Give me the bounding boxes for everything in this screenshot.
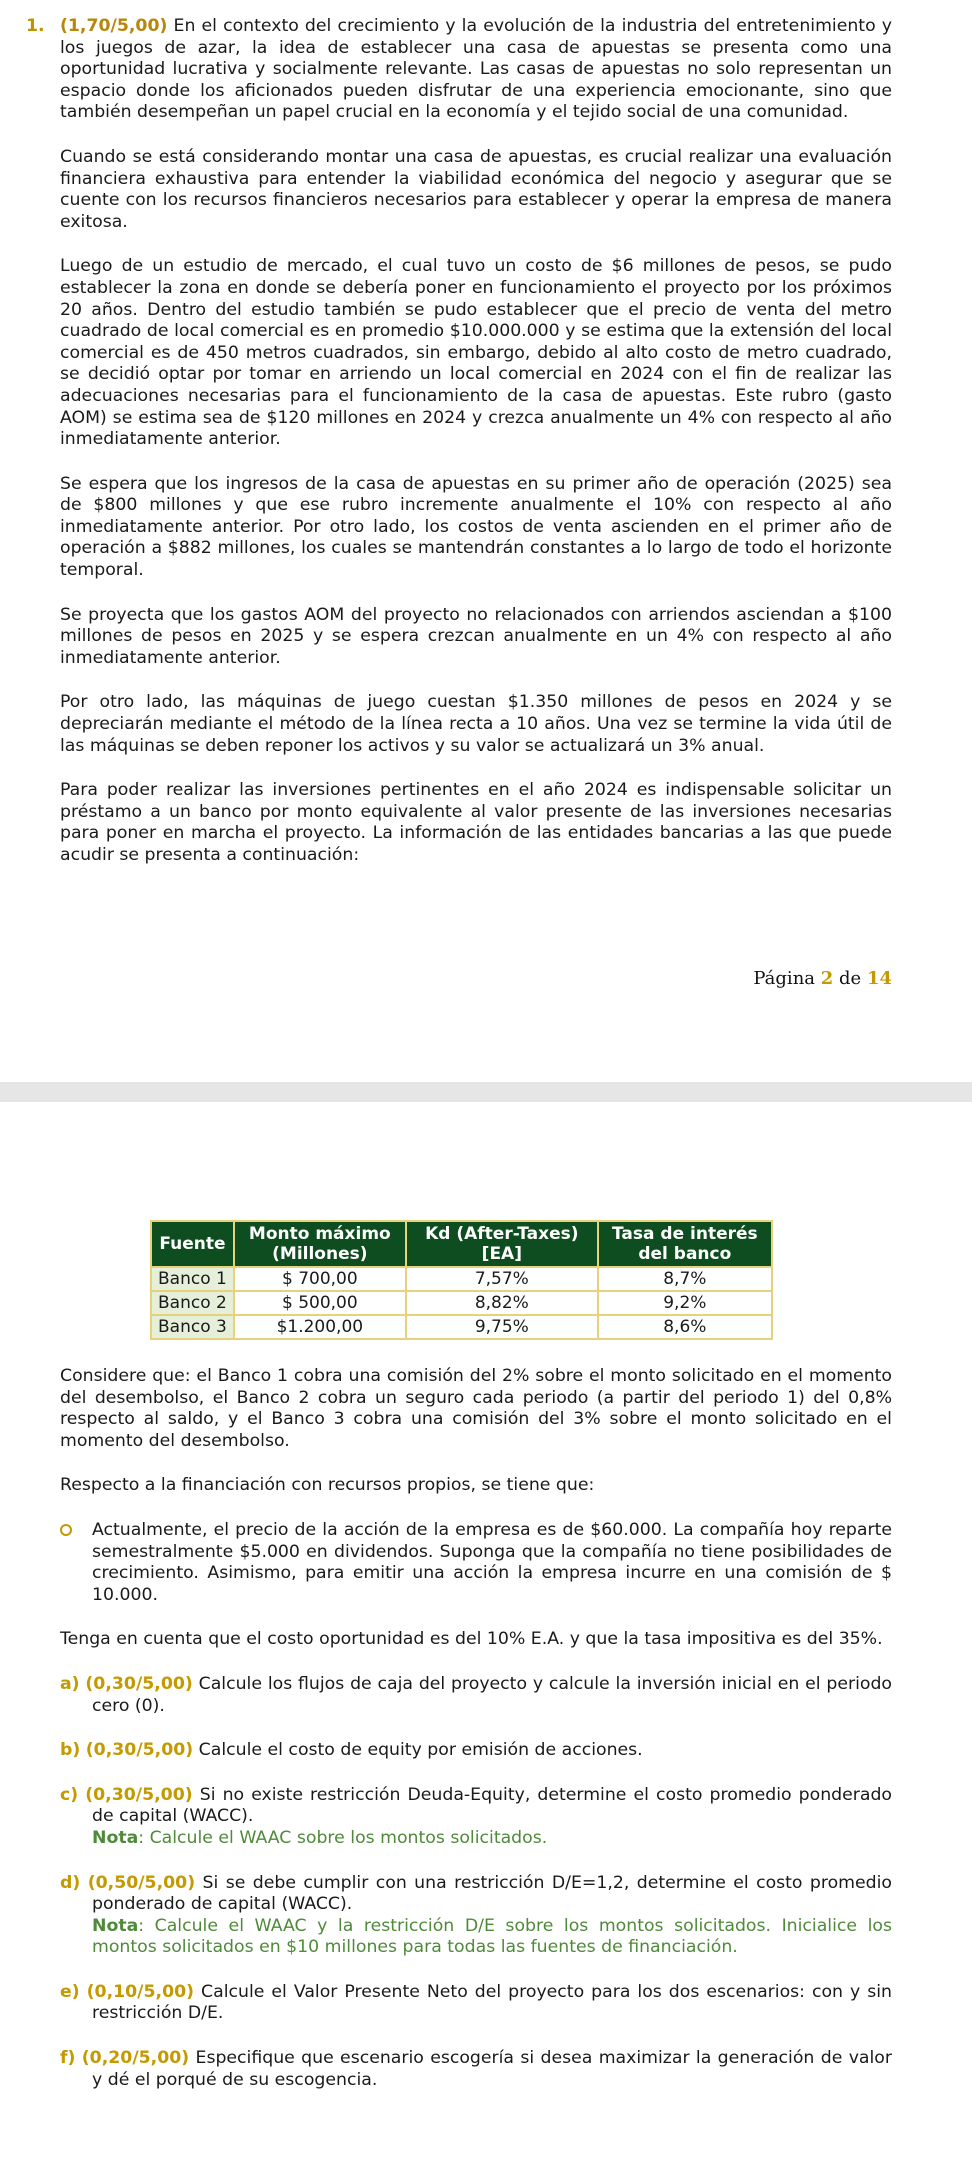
paragraph-tenga: Tenga en cuenta que el costo oportunidad es del 10% E.A. y que la tasa impositiva es del 35%. xyxy=(60,1629,883,1650)
table-row: Banco 3 $1.200,00 9,75% 8,6% xyxy=(151,1315,772,1339)
bank-table xyxy=(150,1220,773,1340)
question-d: d) (0,50/5,00) Si se debe cumplir con una restricción D/E=1,2, determine el costo promedio ponderado de capital (WACC). Nota: Calcule el WAAC y la restricción D/E sobre los montos solicitados. Inicialice los montos solicitados en $10 millones para todas las fuentes de financiación. xyxy=(60,1872,892,1958)
header-tasa: Tasa de interés del banco xyxy=(598,1221,772,1267)
page-3-body xyxy=(60,1366,892,2114)
question-c: c) (0,30/5,00) Si no existe restricción Deuda-Equity, determine el costo promedio ponderado de capital (WACC). Nota: Calcule el WAAC sobre los montos solicitados. xyxy=(60,1784,893,1848)
header-kd: Kd (After-Taxes) [EA] xyxy=(406,1221,598,1267)
paragraph-loan: Para poder realizar las inversiones pertinentes en el año 2024 es indispensable solicitar un préstamo a un banco por monto equivalente al valor presente de las inversiones necesarias para poner en marcha el proyecto. La información de las entidades bancarias a las que puede acudir se presenta a continuación: xyxy=(60,780,892,865)
paragraph-market-study: Luego de un estudio de mercado, el cual tuvo un costo de $6 millones de pesos, se pudo establecer la zona en donde se debería poner en funcionamiento el proyecto por los próximos 20 años. Dentro del estudio también se pudo establecer que el precio de venta del metro cuadrado de local comercial es en promedio $10.000.000 y se estima que la extensión del local comercial es de 450 metros cuadrados, sin embargo, debido al alto costo de metro cuadrado, se decidió optar por tomar en arriendo un local comercial en 2024 con el fin de realizar las adecuaciones necesarias para el funcionamiento de la casa de apuestas. Este rubro (gasto AOM) se estima sea de $120 millones en 2024 y crezca anualmente un 4% con respecto al año inmediatamente anterior. xyxy=(60,256,892,450)
paragraph-considere: Considere que: el Banco 1 cobra una comisión del 2% sobre el monto solicitado en el momento del desembolso, el Banco 2 cobra un seguro cada periodo (a partir del periodo 1) del 0,8% respecto al saldo, y el Banco 3 cobra una comisión del 3% sobre el monto solicitado en el momento del desembolso. xyxy=(60,1366,892,1451)
question-a: a) (0,30/5,00) Calcule los flujos de caja del proyecto y calcule la inversión inicial en el periodo cero (0). xyxy=(60,1673,892,1716)
page-number: 2 xyxy=(820,968,834,989)
table-header-row xyxy=(151,1221,772,1267)
question-number: 1. xyxy=(26,16,45,36)
paragraph-evaluation: Cuando se está considerando montar una casa de apuestas, es crucial realizar una evaluación financiera exhaustiva para entender la viabilidad económica del negocio y asegurar que se cuente con los recursos financieros necesarios para establecer y operar la empresa de manera exitosa. xyxy=(60,146,892,232)
paragraph-revenue: Se espera que los ingresos de la casa de apuestas en su primer año de operación (2025) sea de $800 millones y que ese rubro incremente anualmente el 10% con respecto al año inmediatamente anterior. Por otro lado, los costos de venta ascienden en el primer año de operación a $882 millones, los cuales se mantendrán constantes a lo largo de todo el horizonte temporal. xyxy=(60,473,892,581)
paragraph-intro: (1,70/5,00) En el contexto del crecimiento y la evolución de la industria del entretenimiento y los juegos de azar, la idea de establecer una casa de apuestas se presenta como una oportunidad lucrativa y socialmente relevante. Las casas de apuestas no solo representan un espacio donde los aficionados pueden disfrutar de una experiencia emocionante, sino que también desempeñan un papel crucial en la economía y el tejido social de una comunidad. xyxy=(60,16,892,123)
note-c: Nota: Calcule el WAAC sobre los montos solicitados. xyxy=(92,1827,548,1848)
question-e: e) (0,10/5,00) Calcule el Valor Presente Neto del proyecto para los dos escenarios: con y sin restricción D/E. xyxy=(60,1981,892,2024)
paragraph-aom: Se proyecta que los gastos AOM del proyecto no relacionados con arriendos asciendan a $100 millones de pesos en 2025 y se espera crezcan anualmente en un 4% con respecto al año inmediatamente anterior. xyxy=(60,604,892,668)
list-item: Actualmente, el precio de la acción de la empresa es de $60.000. La compañía hoy reparte semestralmente $5.000 en dividendos. Suponga que la compañía no tiene posibilidades de crecimiento. Asimismo, para emitir una acción la empresa incurre en una comisión de $ 10.000. xyxy=(60,1520,892,1606)
question-f: f) (0,20/5,00) Especifique que escenario escogería si desea maximizar la generación de valor y dé el porqué de su escogencia. xyxy=(60,2048,892,2090)
page-3 xyxy=(0,1102,972,2172)
page-footer: Página 2 de 14 xyxy=(753,968,892,989)
table-row: Banco 1 $ 700,00 7,57% 8,7% xyxy=(151,1267,772,1291)
page-separator xyxy=(0,1082,972,1102)
page-total: 14 xyxy=(866,968,892,989)
paragraph-equity-intro: Respecto a la financiación con recursos propios, se tiene que: xyxy=(60,1475,595,1496)
question-b: b) (0,30/5,00) Calcule el costo de equity por emisión de acciones. xyxy=(60,1740,643,1761)
paragraph-machines: Por otro lado, las máquinas de juego cuestan $1.350 millones de pesos en 2024 y se depreciarán mediante el método de la línea recta a 10 años. Una vez se termine la vida útil de las máquinas se deben reponer los activos y su valor se actualizará un 3% anual. xyxy=(60,692,892,756)
bullet-icon xyxy=(60,1524,72,1536)
note-d: Nota: Calcule el WAAC y la restricción D/E sobre los montos solicitados. Inicialice los montos solicitados en $10 millones para todas las fuentes de financiación. xyxy=(92,1915,892,1958)
question-points: (1,70/5,00) xyxy=(60,16,168,36)
table-row: Banco 2 $ 500,00 8,82% 9,2% xyxy=(151,1291,772,1315)
header-monto: Monto máximo (Millones) xyxy=(234,1221,406,1267)
header-fuente: Fuente xyxy=(151,1221,234,1267)
question-1-body xyxy=(26,16,892,890)
page-2 xyxy=(0,0,972,1082)
